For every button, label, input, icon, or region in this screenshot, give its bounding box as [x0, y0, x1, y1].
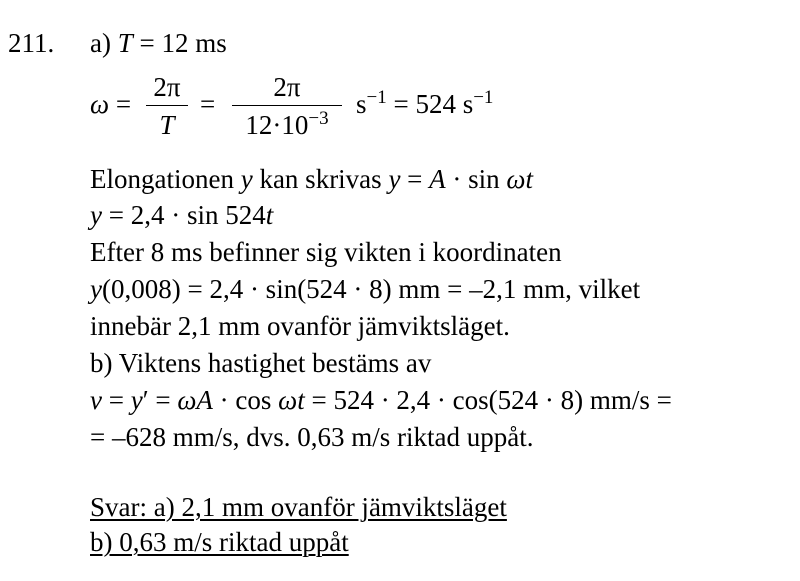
equals-sign-2: =	[200, 89, 216, 119]
fraction-denominator: T	[159, 110, 175, 140]
position-meaning-line: innebär 2,1 mm ovanför jämviktsläget.	[90, 311, 510, 341]
equals-sign: =	[109, 89, 132, 119]
text-segment: =	[101, 385, 131, 415]
period-value: = 12 ms	[132, 28, 227, 58]
omega-result-value: = 524 s	[386, 89, 474, 119]
unit-exponent: −1	[366, 87, 387, 108]
omega-result	[356, 87, 494, 119]
part-b-line: b) Viktens hastighet bestäms av	[90, 348, 432, 378]
var-y: y	[130, 385, 143, 415]
fraction-2pi-over-12e-3	[232, 74, 342, 139]
omega-symbol: ω	[90, 89, 110, 119]
var-t: t	[265, 200, 274, 230]
var-y: y	[388, 164, 401, 194]
fraction-numerator: 2π	[153, 72, 181, 102]
text-segment: · sin	[445, 164, 507, 194]
text-segment: ′ =	[142, 385, 178, 415]
var-y: y	[90, 200, 102, 230]
text-segment: · cos	[212, 385, 279, 415]
var-y: y	[90, 274, 102, 304]
denominator-exponent: −3	[308, 108, 329, 129]
position-calc-line	[90, 276, 640, 303]
result-exponent: −1	[473, 87, 494, 108]
velocity-result-line: = –628 mm/s, dvs. 0,63 m/s riktad uppåt.	[90, 422, 534, 452]
after-8ms-line: Efter 8 ms befinner sig vikten i koordinaten	[90, 237, 562, 267]
unit-s: s	[356, 89, 367, 119]
fraction-numerator-2: 2π	[273, 72, 301, 102]
answer-line-2: b) 0,63 m/s riktad uppåt	[90, 527, 349, 557]
period-symbol: T	[117, 28, 133, 58]
denominator-base: 12·10	[245, 110, 309, 140]
fraction-2pi-over-T	[146, 74, 188, 139]
text-segment: = 524 · 2,4 · cos(524 · 8) mm/s =	[304, 385, 672, 415]
var-omega-t: ωt	[506, 164, 533, 194]
text-segment: Elongationen	[90, 164, 241, 194]
part-a-label: a)	[90, 28, 111, 58]
var-omega-t: ωt	[278, 385, 305, 415]
text-segment: kan skrivas	[252, 164, 389, 194]
var-A: A	[429, 164, 446, 194]
var-y: y	[240, 164, 253, 194]
answer-line-1: Svar: a) 2,1 mm ovanför jämviktsläget	[90, 492, 507, 522]
text-segment: = 2,4 · sin 524	[101, 200, 266, 230]
var-omega-A: ωA	[177, 385, 213, 415]
problem-number: 211.	[8, 28, 55, 58]
fraction-denominator-2	[232, 106, 342, 139]
y-equation-line	[90, 202, 273, 229]
elongation-line	[90, 166, 533, 193]
var-v: v	[90, 385, 102, 415]
velocity-calc-line	[90, 387, 672, 414]
omega-lhs	[90, 91, 131, 118]
text-segment: (0,008) = 2,4 · sin(524 · 8) mm = –2,1 mm, vilket	[101, 274, 641, 304]
text-segment: =	[400, 164, 430, 194]
given-period-line	[90, 30, 227, 57]
